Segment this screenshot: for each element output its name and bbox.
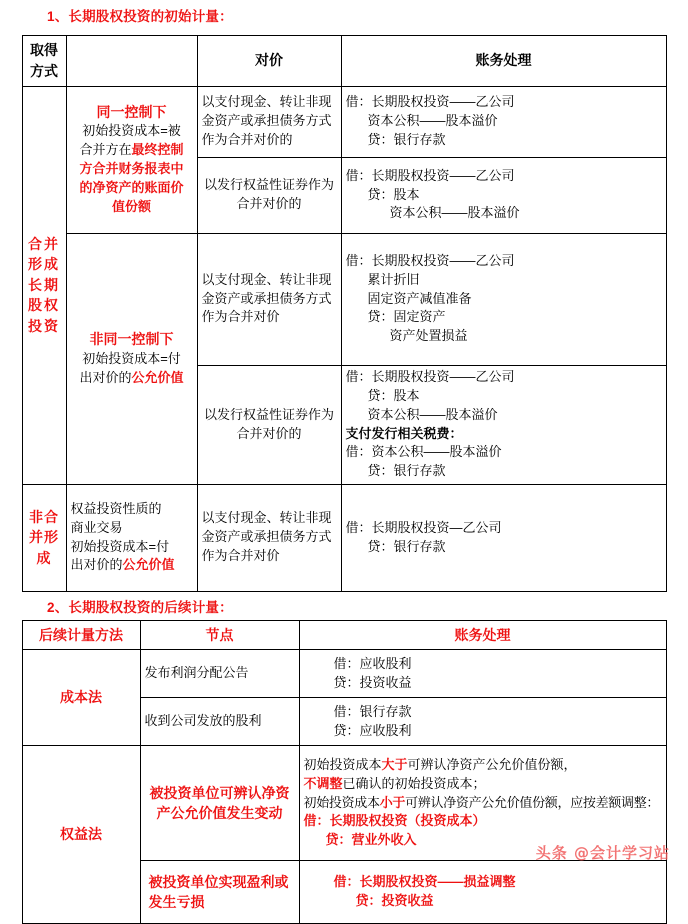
- note-l1-a: 初始投资成本: [303, 756, 382, 772]
- non-merger-line-d-red: 公允价值: [122, 557, 175, 573]
- note-line-3: [304, 794, 662, 813]
- same-control-title: 同一控制下: [96, 103, 167, 120]
- entry-line: 资产处置损益: [389, 328, 468, 344]
- cell-entry-3: [341, 233, 666, 365]
- cell-consideration-equity-1: 以发行权益性证券作为合并对价的: [197, 157, 341, 233]
- entry-line: 贷：固定资产: [367, 309, 446, 325]
- entry-line: 借：长期股权投资——乙公司: [345, 167, 515, 183]
- table-header-row: [22, 621, 666, 650]
- note-l2-red: 不调整: [303, 775, 343, 791]
- entry-line: 贷：投资收益: [333, 674, 412, 690]
- same-control-line-b-plain: 合并方在: [79, 142, 132, 158]
- cell-consideration-equity-2: 以发行权益性证券作为合并对价的: [197, 365, 341, 484]
- same-control-line-b: [71, 141, 193, 160]
- entry-line: 资本公积——股本溢价: [367, 406, 498, 422]
- diff-control-title: 非同一控制下: [89, 331, 174, 348]
- same-control-line-e: 值份额: [111, 199, 151, 215]
- entry-line: 贷：股本: [367, 387, 420, 403]
- row-label-equity-method: 权益法: [22, 746, 140, 924]
- header-consideration: 对价: [197, 35, 341, 86]
- cell-entry-2: [341, 157, 666, 233]
- note-line-4: 借：长期股权投资（投资成本）: [303, 813, 486, 829]
- node-profit-line-b: 发生亏损: [148, 894, 205, 910]
- entry-line: 借：长期股权投资——乙公司: [345, 368, 515, 384]
- row-label-merger-formation: 合并形成长期股权投资: [22, 86, 66, 484]
- entry-line: 贷：银行存款: [367, 463, 446, 479]
- cell-node-profit-or-loss: [140, 861, 299, 924]
- table-row: [22, 233, 666, 365]
- cell-entry-4: [341, 365, 666, 484]
- initial-measurement-table: [22, 35, 667, 592]
- entry-line: 贷：投资收益: [355, 893, 434, 908]
- watermark: 头条 @会计学习站: [535, 844, 670, 862]
- cell-consideration-cash-3: 以支付现金、转让非现金资产或承担债务方式作为合并对价: [197, 484, 341, 591]
- section-title-subsequent-measurement: 2、长期股权投资的后续计量：: [47, 599, 233, 615]
- cell-entry-1: [341, 86, 666, 157]
- cell-entry-equity-2: [299, 861, 666, 924]
- diff-control-line-b: [71, 369, 193, 388]
- same-control-line-c: 方合并财务报表中: [79, 161, 184, 177]
- cell-consideration-cash-2: 以支付现金、转让非现金资产或承担债务方式作为合并对价: [197, 233, 341, 365]
- same-control-line-a: 初始投资成本=被: [82, 123, 181, 139]
- cell-node-fv-change: [140, 746, 299, 861]
- row-label-cost-method: 成本法: [22, 650, 140, 746]
- header-subsequent-method: 后续计量方法: [22, 621, 140, 650]
- cell-entry-cost-2: [299, 698, 666, 746]
- cell-node-dividend-received: 收到公司发放的股利: [140, 698, 299, 746]
- cell-diff-control-cost-basis: [66, 233, 197, 484]
- diff-control-line-a: 初始投资成本=付: [82, 350, 181, 366]
- cell-node-dividend-announcement: 发布利润分配公告: [140, 650, 299, 698]
- node-fv-change-line-b: 产公允价值发生变动: [156, 805, 283, 821]
- header-accounting-treatment: 账务处理: [341, 35, 666, 86]
- note-l2-b: 已确认的初始投资成本；: [342, 775, 486, 791]
- entry-line: 借：资本公积——股本溢价: [345, 444, 502, 460]
- header-blank: [66, 35, 197, 86]
- cell-consideration-cash-1: 以支付现金、转让非现金资产或承担债务方式作为合并对价的: [197, 86, 341, 157]
- non-merger-line-b: 商业交易: [70, 519, 123, 535]
- entry-line: 借：银行存款: [333, 703, 412, 719]
- entry-line: 借：应收股利: [333, 655, 412, 671]
- note-l3-red: 小于: [379, 794, 406, 810]
- row-label-non-merger-formation: 非合并形成: [22, 484, 66, 591]
- table-row: [22, 650, 666, 698]
- entry-line: 借：长期股权投资——乙公司: [345, 94, 515, 110]
- same-control-line-b-red: 最终控制: [131, 142, 184, 158]
- diff-control-line-b-red: 公允价值: [131, 369, 184, 385]
- same-control-line-d: 的净资产的账面价: [79, 180, 184, 196]
- entry-line: 借：长期股权投资——损益调整: [333, 874, 516, 890]
- non-merger-line-c: 初始投资成本=付: [70, 538, 170, 554]
- non-merger-line-a: 权益投资性质的: [70, 500, 162, 516]
- entry-heading-issue-tax: 支付发行相关税费：: [345, 425, 463, 441]
- node-profit-line-a: 被投资单位实现盈利或: [148, 873, 289, 890]
- entry-line: 贷：银行存款: [367, 538, 446, 554]
- entry-line: 资本公积——股本溢价: [367, 113, 498, 129]
- section-title-initial-measurement: 1、长期股权投资的初始计量：: [47, 9, 233, 24]
- node-fv-change-line-a: 被投资单位可辨认净资: [149, 784, 290, 801]
- entry-line: 贷：应收股利: [333, 722, 412, 738]
- header-accounting-treatment-2: 账务处理: [299, 621, 666, 650]
- note-l3-b: 可辨认净资产公允价值份额，应按差额调整：: [405, 794, 660, 810]
- entry-line: 资本公积——股本溢价: [389, 205, 520, 221]
- non-merger-line-d-plain: 出对价的: [70, 557, 123, 573]
- note-l1-red: 大于: [381, 756, 408, 772]
- note-line-5: 贷：营业外收入: [325, 832, 417, 848]
- cell-entry-cost-1: [299, 650, 666, 698]
- non-merger-line-d: [71, 556, 193, 575]
- entry-line: 借：长期股权投资—乙公司: [345, 519, 502, 535]
- header-node: 节点: [140, 621, 299, 650]
- entry-line: 累计折旧: [367, 271, 420, 287]
- cell-entry-5: [341, 484, 666, 591]
- table-row: [22, 86, 666, 157]
- note-l3-a: 初始投资成本: [303, 794, 380, 810]
- cell-same-control-cost-basis: [66, 86, 197, 233]
- header-acquisition-method: 取得方式: [22, 35, 66, 86]
- table-header-row: [22, 35, 666, 86]
- table-row: [22, 484, 666, 591]
- subsequent-measurement-table: [22, 620, 667, 924]
- entry-line: 固定资产减值准备: [367, 290, 472, 306]
- entry-line: 借：长期股权投资——乙公司: [345, 252, 515, 268]
- cell-non-merger-cost-basis: [66, 484, 197, 591]
- diff-control-line-b-plain: 出对价的: [79, 369, 132, 385]
- entry-line: 贷：股本: [367, 186, 420, 202]
- entry-line: 贷：银行存款: [367, 131, 446, 147]
- note-line-2: [304, 775, 662, 794]
- note-l1-b: 可辨认净资产公允价值份额，: [407, 756, 577, 772]
- note-line-1: [304, 756, 662, 775]
